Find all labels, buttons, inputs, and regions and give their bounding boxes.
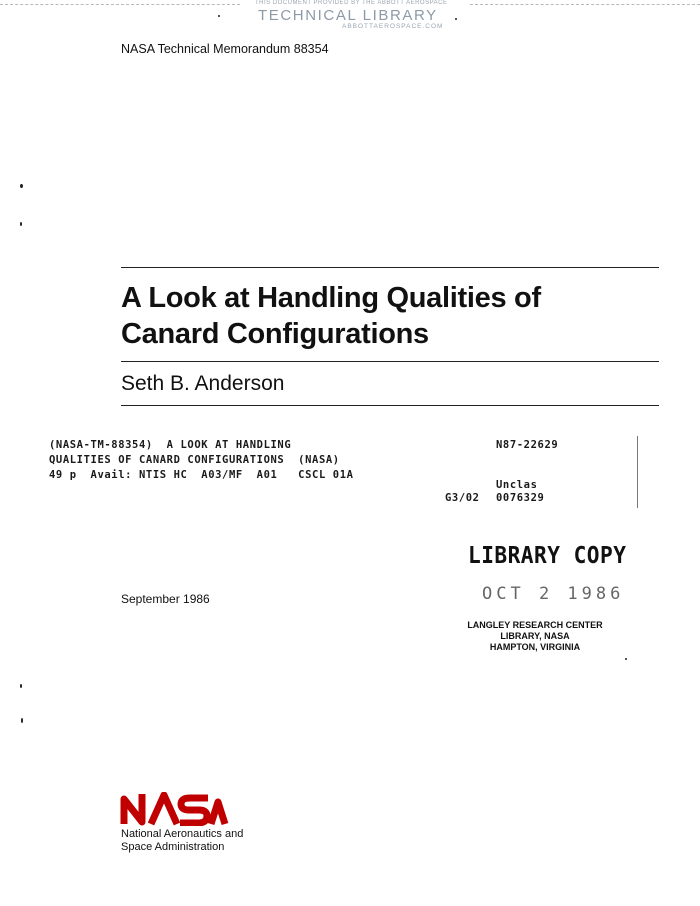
- scan-speck: [218, 15, 220, 17]
- watermark-site: ABBOTTAEROSPACE.COM: [342, 23, 444, 30]
- watermark-provided-by: THIS DOCUMENT PROVIDED BY THE ABBOTT AEROSPACE: [255, 0, 448, 6]
- memo-number: NASA Technical Memorandum 88354: [121, 42, 329, 56]
- catalog-group: G3/02: [445, 492, 480, 504]
- scan-speck: [21, 718, 23, 723]
- scan-speck: [20, 684, 22, 688]
- nasa-worm-logo: [120, 792, 230, 826]
- agency-name: [121, 828, 243, 854]
- agency-name-line-2: Space Administration: [121, 841, 225, 853]
- title-rule-middle: [121, 361, 659, 362]
- catalog-line-1: (NASA-TM-88354) A LOOK AT HANDLING: [49, 439, 292, 451]
- publication-date: September 1986: [121, 592, 210, 606]
- catalog-number: 0076329: [496, 492, 545, 504]
- catalog-line-3: 49 p Avail: NTIS HC A03/MF A01 CSCL 01A: [49, 469, 354, 481]
- scan-speck: [455, 18, 457, 20]
- title-line-1: A Look at Handling Qualities of: [121, 282, 541, 314]
- catalog-unclas: Unclas: [496, 479, 538, 491]
- catalog-accession: N87-22629: [496, 439, 559, 451]
- scan-speck: [625, 658, 627, 660]
- scan-speck: [20, 222, 22, 226]
- document-title: [121, 280, 661, 352]
- library-center-name: LANGLEY RESEARCH CENTER: [467, 620, 603, 630]
- title-line-2: Canard Configurations: [121, 318, 429, 350]
- library-copy-stamp: LIBRARY COPY: [468, 543, 627, 569]
- scan-speck: [20, 184, 23, 188]
- catalog-bracket-line: [637, 436, 638, 508]
- top-scan-line-left: [0, 4, 240, 5]
- library-name: LIBRARY, NASA: [500, 631, 570, 641]
- top-scan-line-right: [470, 4, 700, 5]
- author-name: Seth B. Anderson: [121, 372, 285, 395]
- catalog-line-2: QUALITIES OF CANARD CONFIGURATIONS (NASA): [49, 454, 340, 466]
- title-rule-bottom: [121, 405, 659, 406]
- agency-name-line-1: National Aeronautics and: [121, 828, 244, 840]
- library-location: HAMPTON, VIRGINIA: [489, 642, 581, 652]
- title-rule-top: [121, 267, 659, 268]
- watermark-technical-library: TECHNICAL LIBRARY: [258, 7, 438, 24]
- library-date-stamp: OCT 2 1986: [482, 584, 625, 604]
